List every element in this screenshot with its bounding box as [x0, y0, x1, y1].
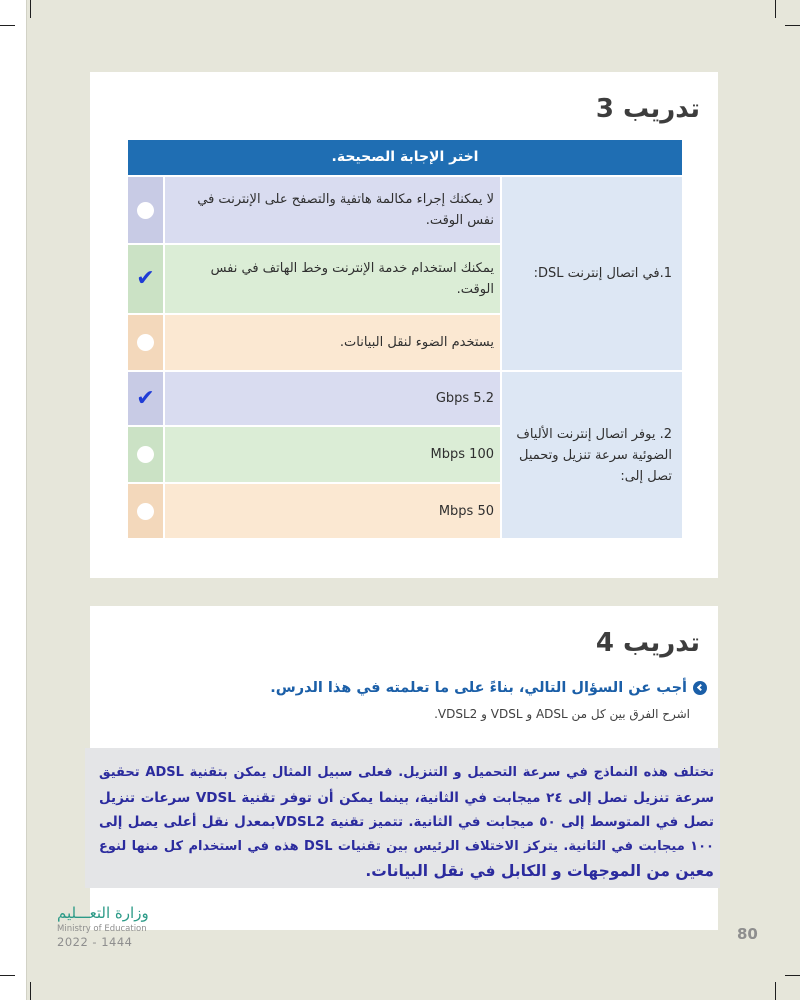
radio-circle-icon[interactable]	[137, 202, 154, 219]
crop-mark	[0, 975, 15, 976]
question-2-option-3-selector[interactable]	[128, 484, 163, 538]
ministry-name-arabic: وزارة التعـــليم	[57, 904, 149, 922]
question-2-option-1	[165, 372, 500, 425]
option-text: Mbps 50	[438, 503, 494, 519]
answer-box	[85, 748, 720, 888]
question-2-option-2	[165, 427, 500, 482]
crop-mark	[30, 982, 31, 1000]
answer-line: معين من الموجهات و الكابل في نقل البيانات.	[365, 862, 714, 880]
chevron-left-icon	[693, 681, 707, 695]
crop-mark	[0, 25, 15, 26]
option-text: Gbps 5.2	[435, 391, 494, 406]
exercise-4-title: تدريب 4	[595, 628, 700, 658]
answer-line: تصل في المتوسط إلى ٥٠ ميجابت في الثانية. تتميز تقنية VDSL2بمعدل نقل أعلى يصل إلى	[99, 814, 714, 830]
question-2-text: 2. يوفر اتصال إنترنت الألياف الضوئية سرعة تنزيل وتحميل تصل إلى:	[516, 426, 672, 484]
page-margin	[0, 0, 27, 1000]
question-1-text: 1.في اتصال إنترنت DSL:	[533, 266, 672, 281]
answer-table	[128, 140, 682, 538]
check-icon[interactable]	[136, 387, 154, 411]
radio-circle-icon[interactable]	[137, 334, 154, 351]
option-text: يمكنك استخدام خدمة الإنترنت وخط الهاتف في نفس الوقت.	[210, 261, 494, 297]
instruction-line	[270, 678, 707, 698]
question-1-cell	[502, 177, 682, 370]
option-text: لا يمكنك إجراء مكالمة هاتفية والتصفح على الإنترنت في نفس الوقت.	[197, 192, 494, 228]
question-text: اشرح الفرق بين كل من ADSL و VDSL و VDSL2.	[434, 707, 690, 721]
radio-circle-icon[interactable]	[137, 446, 154, 463]
exercise-3-title: تدريب 3	[595, 94, 700, 124]
table-header: اختر الإجابة الصحيحة.	[128, 140, 682, 175]
answer-line: ١٠٠ ميجابت في الثانية. يتركز الاختلاف الرئيس بين تقنيات DSL هذه في استخدام كل منها لنوع	[99, 838, 714, 854]
question-1-option-2-selector[interactable]	[128, 245, 163, 313]
ministry-logo	[57, 903, 149, 950]
instruction-text: أجب عن السؤال التالي، بناءً على ما تعلمته في هذا الدرس.	[270, 680, 687, 696]
check-icon[interactable]	[136, 267, 154, 291]
question-1-option-1-selector[interactable]	[128, 177, 163, 243]
question-1-option-2	[165, 245, 500, 313]
crop-mark	[30, 0, 31, 18]
question-2-option-3	[165, 484, 500, 538]
crop-mark	[775, 982, 776, 1000]
crop-mark	[775, 0, 776, 18]
crop-mark	[785, 975, 800, 976]
answer-line: تختلف هذه النماذج في سرعة التحميل و التنزيل. فعلى سبيل المثال يمكن بتقنية ADSL تحقيق	[99, 765, 714, 780]
radio-circle-icon[interactable]	[137, 503, 154, 520]
answer-grid	[128, 177, 682, 538]
option-text: يستخدم الضوء لنقل البيانات.	[339, 335, 494, 350]
edition-year: 2022 - 1444	[57, 935, 133, 949]
ministry-name-english: Ministry of Education	[57, 924, 147, 934]
question-2-option-2-selector[interactable]	[128, 427, 163, 482]
question-1-option-1	[165, 177, 500, 243]
crop-mark	[785, 25, 800, 26]
option-text: Mbps 100	[430, 447, 494, 462]
question-2-option-1-selector[interactable]	[128, 372, 163, 425]
question-2-cell	[502, 372, 682, 538]
exercise-3-card	[90, 72, 718, 578]
question-1-option-3-selector[interactable]	[128, 315, 163, 370]
page-number: 80	[737, 925, 758, 943]
question-1-option-3	[165, 315, 500, 370]
answer-line: سرعة تنزيل تصل إلى ٢٤ ميجابت في الثانية، بينما يمكن أن توفر تقنية VDSL سرعات تنزيل	[99, 789, 714, 806]
